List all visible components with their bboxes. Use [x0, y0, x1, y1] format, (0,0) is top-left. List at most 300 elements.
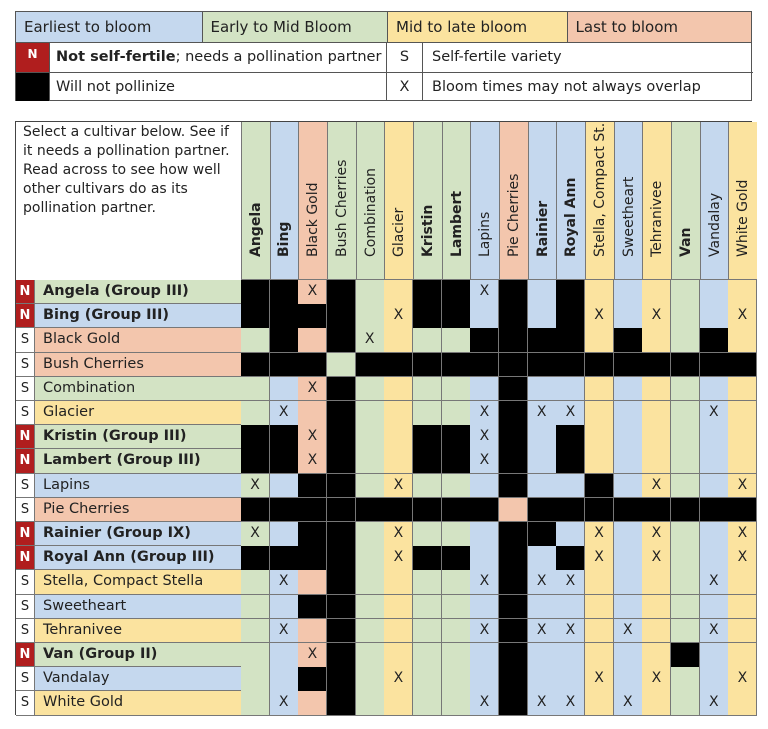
compatible-cell [642, 643, 671, 668]
legend-earliest: Earliest to bloom [16, 12, 203, 42]
will-not-pollinize-cell [270, 449, 299, 474]
compatible-cell [528, 449, 557, 474]
compatible-cell [528, 280, 557, 305]
overlap-warning-cell: X [270, 401, 299, 426]
cultivar-name: White Gold [43, 694, 124, 711]
compatible-cell [614, 643, 643, 668]
compatible-cell [270, 377, 299, 402]
overlap-warning-cell: X [585, 667, 614, 692]
overlap-warning-cell: X [556, 691, 585, 716]
compatible-cell [470, 546, 499, 571]
compatible-cell [384, 401, 413, 426]
will-not-pollinize-cell [556, 328, 585, 353]
compatible-cell [241, 570, 270, 595]
will-not-pollinize-cell [327, 425, 356, 450]
column-header-label: White Gold [735, 179, 752, 257]
will-not-pollinize-cell [327, 570, 356, 595]
will-not-pollinize-cell [528, 498, 557, 523]
x-symbol: X [386, 73, 423, 101]
will-not-pollinize-cell [270, 328, 299, 353]
row-label [16, 401, 241, 425]
compatible-cell [700, 643, 729, 668]
compatible-cell [356, 401, 385, 426]
will-not-pollinize-cell [499, 570, 528, 595]
overlap-warning-cell: X [298, 425, 327, 450]
overlap-warning-cell: X [528, 570, 557, 595]
compatible-cell [585, 691, 614, 716]
cultivar-name: Rainier (Group IX) [43, 525, 191, 541]
compatible-cell [470, 522, 499, 547]
will-not-pollinize-cell [528, 328, 557, 353]
cultivar-name: Glacier [43, 404, 95, 420]
compatible-cell [413, 619, 442, 644]
compatible-cell [614, 474, 643, 499]
compatible-cell [642, 280, 671, 305]
compatible-cell [413, 691, 442, 716]
compatible-cell [585, 595, 614, 620]
will-not-pollinize-cell [413, 546, 442, 571]
n-badge: N [16, 449, 35, 472]
compatible-cell [614, 595, 643, 620]
compatible-cell [642, 570, 671, 595]
compatible-cell [728, 328, 757, 353]
overlap-warning-cell: X [384, 546, 413, 571]
will-not-pollinize-cell [671, 498, 700, 523]
will-not-pollinize-cell [442, 449, 471, 474]
not-self-fertile-rest: ; needs a pollination partner [175, 49, 382, 65]
overlap-warning-cell: X [556, 401, 585, 426]
will-not-pollinize-cell [499, 328, 528, 353]
column-header [470, 122, 499, 280]
will-not-pollinize-cell [413, 280, 442, 305]
will-not-pollinize-cell [327, 667, 356, 692]
chart-instructions: Select a cultivar below. See if it needs a pollination partner. Read across to see how well other cultivars do as its pollination partner. [23, 124, 230, 216]
row-label [16, 498, 241, 522]
n-badge: N [16, 280, 35, 303]
will-not-pollinize-cell [327, 546, 356, 571]
compatible-cell [528, 377, 557, 402]
overlap-warning-cell: X [642, 304, 671, 329]
overlap-warning-cell: X [241, 474, 270, 499]
column-header [671, 122, 700, 280]
compatible-cell [614, 570, 643, 595]
compatible-cell [585, 401, 614, 426]
s-badge: S [16, 377, 35, 400]
compatible-cell [528, 474, 557, 499]
overlap-warning-cell: X [470, 570, 499, 595]
compatible-cell [384, 328, 413, 353]
n-badge: N [16, 43, 49, 72]
row-label [16, 449, 241, 473]
legend-last: Last to bloom [568, 12, 752, 42]
cultivar-name: Angela (Group III) [43, 283, 189, 299]
overlap-warning-cell: X [384, 522, 413, 547]
compatible-cell [700, 280, 729, 305]
compatible-cell [671, 401, 700, 426]
compatible-cell [241, 401, 270, 426]
overlap-warning-cell: X [642, 667, 671, 692]
will-not-pollinize-cell [499, 280, 528, 305]
overlap-warning-cell: X [728, 546, 757, 571]
overlap-warning-cell: X [298, 449, 327, 474]
will-not-pollinize-cell [499, 425, 528, 450]
will-not-pollinize-cell [499, 595, 528, 620]
will-not-pollinize-cell [528, 522, 557, 547]
compatible-cell [556, 595, 585, 620]
will-not-pollinize-cell [270, 425, 299, 450]
compatible-cell [700, 425, 729, 450]
overlap-warning-cell: X [270, 570, 299, 595]
overlap-warning-cell: X [585, 304, 614, 329]
will-not-pollinize-cell [499, 353, 528, 378]
compatible-cell [728, 595, 757, 620]
will-not-pollinize-cell [499, 619, 528, 644]
compatible-cell [671, 667, 700, 692]
will-not-pollinize-cell [327, 449, 356, 474]
legend-mid-to-late: Mid to late bloom [388, 12, 568, 42]
compatible-cell [442, 570, 471, 595]
cultivar-name: Lapins [43, 476, 90, 493]
will-not-pollinize-cell [556, 425, 585, 450]
cultivar-name: Bing (Group III) [43, 307, 169, 324]
will-not-pollinize-cell [241, 425, 270, 450]
compatible-cell [614, 546, 643, 571]
cultivar-name: Tehranivee [43, 621, 122, 638]
column-header-label: Glacier [391, 207, 408, 257]
will-not-pollinize-cell [585, 474, 614, 499]
row-label [16, 691, 241, 715]
compatible-cell [585, 619, 614, 644]
self-fertile-text: Self-fertile variety [432, 49, 562, 65]
overlap-warning-cell: X [585, 522, 614, 547]
compatible-cell [356, 619, 385, 644]
compatible-cell [642, 595, 671, 620]
compatible-cell [556, 667, 585, 692]
row-label [16, 425, 241, 449]
column-header [556, 122, 585, 280]
will-not-pollinize-cell [356, 498, 385, 523]
compatible-cell [470, 377, 499, 402]
compatible-cell [700, 522, 729, 547]
compatible-cell [642, 449, 671, 474]
compatible-cell [671, 619, 700, 644]
black-swatch [16, 73, 49, 101]
compatible-cell [556, 377, 585, 402]
s-badge: S [16, 328, 35, 351]
compatible-cell [470, 643, 499, 668]
compatible-cell [384, 377, 413, 402]
will-not-pollinize-cell [327, 691, 356, 716]
will-not-pollinize-cell [642, 498, 671, 523]
column-header [585, 122, 614, 280]
row-label [16, 546, 241, 570]
compatible-cell [671, 522, 700, 547]
row-label [16, 522, 241, 546]
compatible-cell [614, 425, 643, 450]
will-not-pollinize-cell [327, 498, 356, 523]
compatible-cell [585, 377, 614, 402]
column-header-label: Tehranivee [649, 180, 666, 257]
compatible-cell [671, 449, 700, 474]
will-not-pollinize-cell [298, 353, 327, 378]
compatible-cell [585, 425, 614, 450]
column-header [499, 122, 528, 280]
will-not-pollinize-cell [700, 498, 729, 523]
compatible-cell [356, 546, 385, 571]
compatible-cell [298, 619, 327, 644]
column-header [700, 122, 729, 280]
overlap-warning-cell: X [728, 304, 757, 329]
column-header-label: Rainier [534, 200, 551, 257]
will-not-pollinize-cell [298, 474, 327, 499]
will-not-pollinize-cell [470, 353, 499, 378]
compatible-cell [528, 304, 557, 329]
column-header-label: Pie Cherries [505, 173, 522, 257]
compatible-cell [356, 280, 385, 305]
cultivar-name: Bush Cherries [43, 355, 144, 372]
column-header-label: Royal Ann [563, 177, 580, 257]
row-label [16, 570, 241, 594]
compatible-cell [356, 377, 385, 402]
compatible-cell [470, 667, 499, 692]
compatible-cell [671, 280, 700, 305]
compatible-cell [671, 595, 700, 620]
compatible-cell [356, 643, 385, 668]
overlap-warning-cell: X [642, 474, 671, 499]
compatible-cell [671, 474, 700, 499]
overlap-warning-cell: X [556, 619, 585, 644]
compatible-cell [241, 667, 270, 692]
compatible-cell [700, 546, 729, 571]
compatible-cell [700, 304, 729, 329]
legend-row-will-not-pollinize [16, 73, 751, 101]
overlap-warning-cell: X [700, 619, 729, 644]
compatible-cell [585, 328, 614, 353]
s-symbol: S [386, 43, 423, 72]
column-header-label: Vandalay [706, 192, 723, 257]
cultivar-name: Kristin (Group III) [43, 428, 187, 445]
will-not-pollinize-cell [413, 304, 442, 329]
compatible-cell [384, 280, 413, 305]
s-badge: S [16, 667, 35, 690]
overlap-warning-cell: X [614, 619, 643, 644]
will-not-pollinize-cell [499, 401, 528, 426]
compatible-cell [356, 667, 385, 692]
column-header [356, 122, 385, 280]
overlap-warning-cell: X [241, 522, 270, 547]
compatible-cell [298, 570, 327, 595]
compatible-cell [614, 280, 643, 305]
will-not-pollinize-cell [585, 353, 614, 378]
will-not-pollinize-cell [298, 595, 327, 620]
compatible-cell [614, 667, 643, 692]
symbol-legend [15, 43, 752, 101]
column-header-label: Kristin [419, 204, 436, 257]
compatible-cell [556, 643, 585, 668]
compatible-cell [614, 304, 643, 329]
compatible-cell [384, 425, 413, 450]
row-label [16, 304, 241, 328]
compatible-cell [671, 691, 700, 716]
compatible-cell [585, 280, 614, 305]
column-header [327, 122, 356, 280]
will-not-pollinize-cell [499, 522, 528, 547]
compatible-cell [384, 570, 413, 595]
n-badge: N [16, 304, 35, 327]
overlap-warning-cell: X [528, 691, 557, 716]
overlap-warning-cell: X [528, 619, 557, 644]
will-not-pollinize-cell [356, 353, 385, 378]
compatible-cell [413, 328, 442, 353]
row-label [16, 643, 241, 667]
s-badge: S [16, 619, 35, 642]
will-not-pollinize-cell [442, 546, 471, 571]
column-header [442, 122, 471, 280]
compatible-cell [556, 522, 585, 547]
overlap-warning-cell: X [528, 401, 557, 426]
overlap-warning-cell: X [700, 570, 729, 595]
cultivar-name: Stella, Compact Stella [43, 573, 204, 590]
compatible-cell [528, 546, 557, 571]
overlap-warning-cell: X [356, 328, 385, 353]
will-not-pollinize-cell [556, 353, 585, 378]
will-not-pollinize-cell [327, 522, 356, 547]
s-badge: S [16, 401, 35, 424]
compatible-cell [384, 449, 413, 474]
compatible-cell [585, 643, 614, 668]
cultivar-name: Royal Ann (Group III) [43, 549, 215, 566]
will-not-pollinize-cell [327, 328, 356, 353]
cultivar-name: Vandalay [43, 670, 110, 687]
compatible-cell [642, 401, 671, 426]
overlap-warning-cell: X [728, 522, 757, 547]
column-header-label: Black Gold [305, 182, 322, 257]
compatible-cell [585, 449, 614, 474]
not-self-fertile-bold: Not self-fertile [56, 49, 176, 65]
overlap-warning-cell: X [270, 619, 299, 644]
compatible-cell [356, 595, 385, 620]
legend-row-not-self-fertile [16, 43, 751, 72]
will-not-pollinize-cell [241, 353, 270, 378]
will-not-pollinize-text: Will not pollinize [56, 79, 175, 95]
will-not-pollinize-cell [327, 401, 356, 426]
column-header [528, 122, 557, 280]
s-badge: S [16, 691, 35, 714]
cultivar-name: Combination [43, 379, 136, 396]
compatible-cell [671, 328, 700, 353]
compatible-cell [728, 401, 757, 426]
will-not-pollinize-cell [728, 353, 757, 378]
will-not-pollinize-cell [298, 667, 327, 692]
overlap-warning-cell: X [470, 280, 499, 305]
row-label [16, 619, 241, 643]
overlap-warning-cell: X [642, 546, 671, 571]
will-not-pollinize-cell [442, 280, 471, 305]
row-label [16, 353, 241, 377]
will-not-pollinize-cell [270, 498, 299, 523]
compatible-cell [442, 377, 471, 402]
compatible-cell [356, 691, 385, 716]
overlap-warning-cell: X [470, 425, 499, 450]
compatible-cell [356, 522, 385, 547]
compatible-cell [298, 691, 327, 716]
compatible-cell [384, 643, 413, 668]
compatible-cell [413, 667, 442, 692]
compatible-cell [728, 377, 757, 402]
compatible-cell [384, 691, 413, 716]
will-not-pollinize-cell [556, 498, 585, 523]
will-not-pollinize-cell [499, 643, 528, 668]
compatible-cell [642, 691, 671, 716]
s-badge: S [16, 595, 35, 618]
compatible-cell [413, 522, 442, 547]
compatible-cell [442, 667, 471, 692]
will-not-pollinize-cell [642, 353, 671, 378]
will-not-pollinize-cell [413, 425, 442, 450]
overlap-warning-cell: X [470, 401, 499, 426]
compatible-cell [413, 595, 442, 620]
legend-divider [16, 72, 753, 73]
compatible-cell [356, 425, 385, 450]
compatible-cell [528, 595, 557, 620]
will-not-pollinize-cell [384, 353, 413, 378]
s-badge: S [16, 353, 35, 376]
overlap-warning-cell: X [728, 667, 757, 692]
column-header-label: Stella, Compact St. [591, 122, 608, 257]
will-not-pollinize-cell [241, 498, 270, 523]
column-header [241, 122, 270, 280]
compatible-cell [442, 328, 471, 353]
compatible-cell [614, 449, 643, 474]
column-header [413, 122, 442, 280]
will-not-pollinize-cell [499, 449, 528, 474]
compatible-cell [470, 304, 499, 329]
compatible-cell [671, 425, 700, 450]
compatible-cell [728, 425, 757, 450]
compatible-cell [356, 304, 385, 329]
compatible-cell [442, 643, 471, 668]
will-not-pollinize-cell [499, 546, 528, 571]
will-not-pollinize-cell [614, 328, 643, 353]
compatible-cell [728, 643, 757, 668]
compatible-cell [671, 377, 700, 402]
row-label [16, 280, 241, 304]
compatible-cell [270, 522, 299, 547]
will-not-pollinize-cell [556, 280, 585, 305]
will-not-pollinize-cell [270, 280, 299, 305]
compatible-cell [327, 353, 356, 378]
will-not-pollinize-cell [384, 498, 413, 523]
will-not-pollinize-cell [499, 304, 528, 329]
will-not-pollinize-cell [700, 353, 729, 378]
compatible-cell [442, 619, 471, 644]
will-not-pollinize-cell [556, 546, 585, 571]
compatible-cell [642, 619, 671, 644]
compatible-cell [642, 328, 671, 353]
compatible-cell [384, 619, 413, 644]
will-not-pollinize-cell [327, 474, 356, 499]
overlap-warning-cell: X [642, 522, 671, 547]
overlap-warning-cell: X [298, 280, 327, 305]
will-not-pollinize-cell [470, 328, 499, 353]
compatible-cell [413, 643, 442, 668]
cultivar-name: Pie Cherries [43, 500, 130, 517]
compatible-cell [728, 280, 757, 305]
overlap-warning-cell: X [470, 449, 499, 474]
column-header [298, 122, 327, 280]
column-header-label: Sweetheart [620, 176, 637, 257]
compatible-cell [270, 643, 299, 668]
